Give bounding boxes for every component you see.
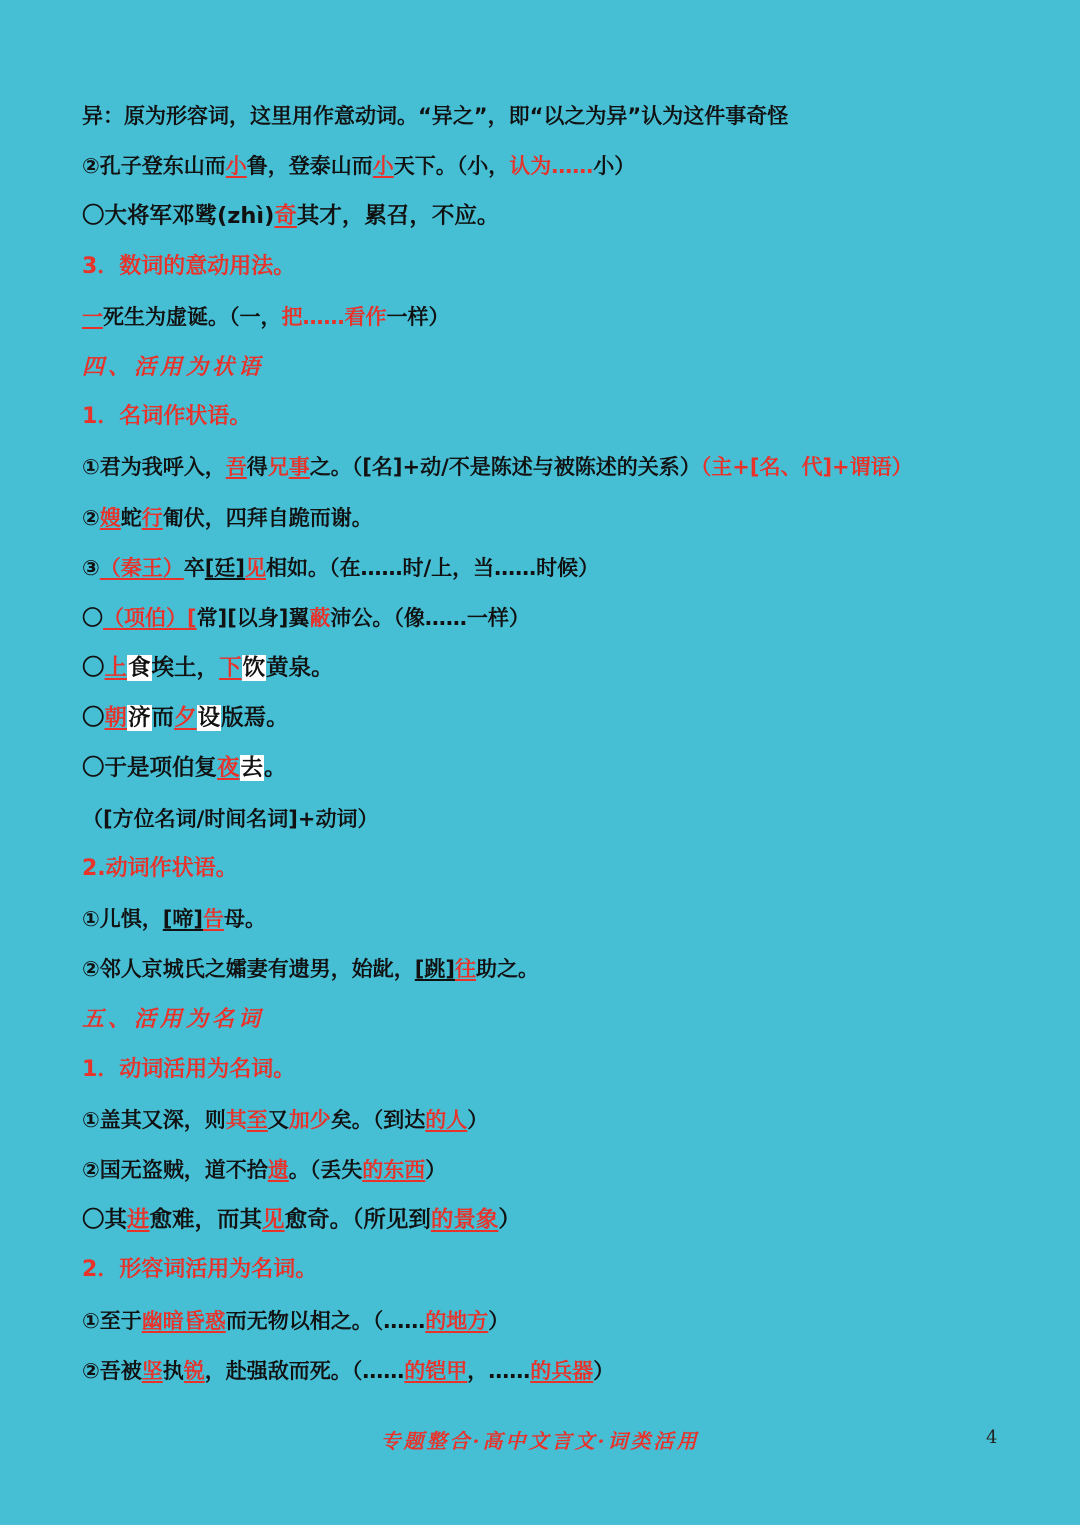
- heading-noun-adverbial: 1．名词作状语。: [82, 404, 252, 430]
- line-21: ①盖其又深，则其至又加少矣。（到达的人）: [82, 1107, 489, 1132]
- line-13: 〇朝济而夕设版焉。: [82, 705, 289, 732]
- page-footer: 专题整合·高中文言文·词类活用: [380, 1429, 700, 1453]
- line-10: ③（秦王）卒[廷]见相如。（在……时/上，当……时候）: [82, 555, 600, 580]
- line-8: ①君为我呼入，吾得兄事之。（[名]+动/不是陈述与被陈述的关系）（主+[名、代]+谓语）: [82, 455, 913, 480]
- line-22: ②国无盗贼，道不拾遗。（丢失的东西）: [82, 1157, 447, 1182]
- document-body: [82, 94, 1002, 1399]
- line-5: 一死生为虚诞。（一，把……看作一样）: [82, 304, 450, 329]
- line-17: ①儿惧，[啼]告母。: [82, 907, 266, 931]
- line-14: 〇于是项伯复夜去。: [82, 755, 287, 782]
- section-heading-noun: 五、活用为名词: [82, 1006, 265, 1033]
- line-11: 〇（项伯）[常][以身]翼蔽沛公。（像……一样）: [82, 605, 530, 630]
- line-26: ②吾被坚执锐，赴强敌而死。（……的铠甲，……的兵器）: [82, 1358, 615, 1383]
- heading-numeral-conative: 3．数词的意动用法。: [82, 253, 296, 279]
- line-23: 〇其进愈难，而其见愈奇。（所见到的景象）: [82, 1207, 521, 1234]
- heading-adj-to-noun: 2．形容词活用为名词。: [82, 1257, 318, 1283]
- line-1: 异：原为形容词，这里用作意动词。“异之”，即“以之为异”认为这件事奇怪: [82, 104, 789, 128]
- line-3: 〇大将军邓骘(zhì)奇其才，累召，不应。: [82, 203, 500, 230]
- line-15: （[方位名词/时间名词]+动词）: [82, 806, 379, 831]
- page-number: 4: [986, 1427, 998, 1448]
- line-25: ①至于幽暗昏惑而无物以相之。（……的地方）: [82, 1308, 510, 1333]
- line-2: ②孔子登东山而小鲁，登泰山而小天下。（小，认为……小）: [82, 154, 636, 179]
- line-9: ②嫂蛇行匍伏，四拜自跪而谢。: [82, 505, 373, 530]
- line-12: 〇上食埃土，下饮黄泉。: [82, 655, 334, 682]
- section-heading-adverbial: 四、活用为状语: [82, 353, 265, 380]
- heading-verb-to-noun: 1．动词活用为名词。: [82, 1056, 296, 1082]
- heading-verb-adverbial: 2.动词作状语。: [82, 855, 238, 881]
- line-18: ②邻人京城氏之孀妻有遗男，始龀，[跳]往助之。: [82, 957, 539, 982]
